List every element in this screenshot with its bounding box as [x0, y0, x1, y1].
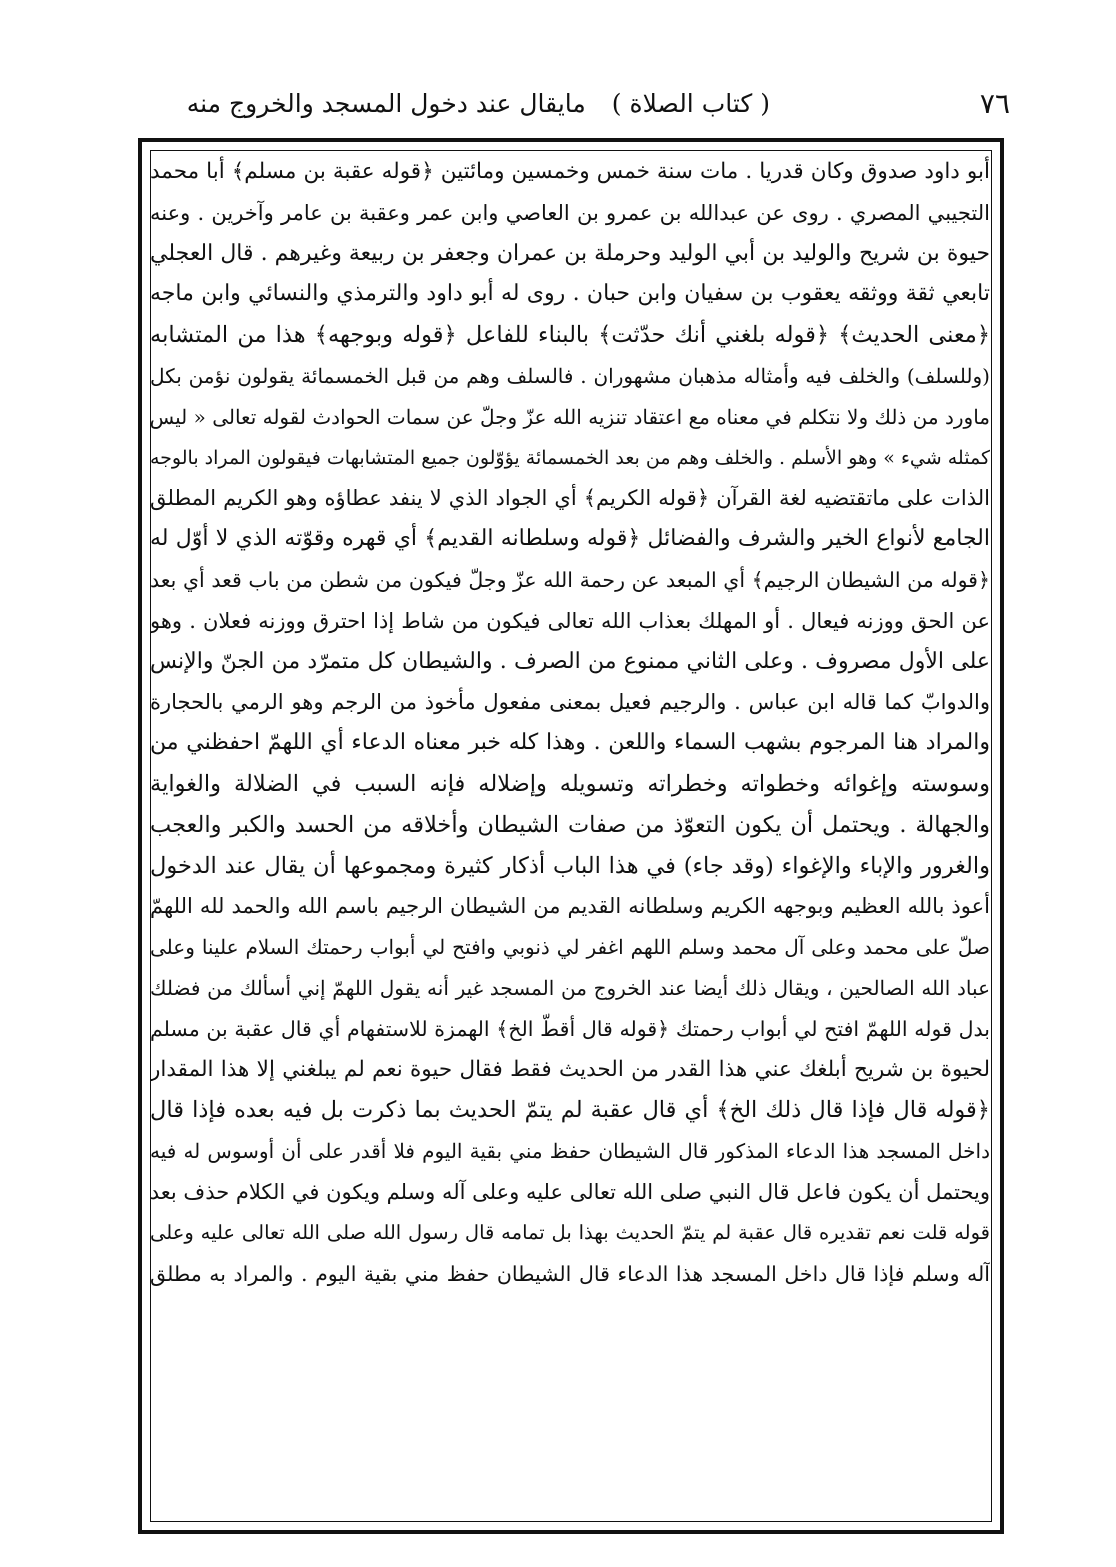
text-line: (وللسلف) والخلف فيه وأمثاله مذهبان مشهوران . فالسلف وهم من قبل الخمسمائة يقولون نؤمن بكل [150, 363, 990, 388]
commentary-text [150, 152, 990, 1294]
running-head [187, 80, 770, 128]
text-line: لحيوة بن شريح أبلغك عني هذا القدر من الحديث فقط فقال حيوة نعم لم يبلغني إلا هذا المقدار [150, 1056, 990, 1082]
text-line: حيوة بن شريح والوليد بن أبي الوليد وحرملة بن عمران وجعفر بن ربيعة وغيرهم . قال العجلي [150, 240, 990, 266]
text-line: أعوذ بالله العظيم وبوجهه الكريم وسلطانه القديم من الشيطان الرجيم باسم الله والحمد لله اللهمّ [150, 894, 990, 919]
book-title: ( كتاب الصلاة ) [611, 89, 770, 118]
text-line: ويحتمل أن يكون فاعل قال النبي صلى الله تعالى عليه وعلى آله وسلم ويكون في الكلام حذف بعد [150, 1179, 990, 1204]
text-line: ﴿قوله من الشيطان الرجيم﴾ أي المبعد عن رحمة الله عزّ وجلّ فيكون من شطن من باب قعد أي بعد [150, 567, 990, 592]
text-line: الجامع لأنواع الخير والشرف والفضائل ﴿قوله وسلطانه القديم﴾ أي قهره وقوّته الذي لا أوّل له [150, 526, 990, 552]
text-line: آله وسلم فإذا قال داخل المسجد هذا الدعاء قال الشيطان حفظ مني بقية اليوم . والمراد به مطلق [150, 1261, 990, 1286]
text-line: ماورد من ذلك ولا نتكلم في معناه مع اعتقاد تنزيه الله عزّ وجلّ عن سمات الحوادث لقوله تعالى « ليس [150, 404, 990, 429]
text-line: أبو داود صدوق وكان قدريا . مات سنة خمس وخمسين ومائتين ﴿قوله عقبة بن مسلم﴾ أبا محمد [150, 159, 990, 184]
page-header [140, 80, 1010, 128]
text-line: والدوابّ كما قاله ابن عباس . والرجيم فعيل بمعنى مفعول مأخوذ من الرجم وهو الرمي بالحجارة [150, 690, 990, 715]
text-line: والجهالة . ويحتمل أن يكون التعوّذ من صفات الشيطان وأخلاقه من الحسد والكبر والعجب [150, 811, 990, 838]
text-line: والغرور والإباء والإغواء (وقد جاء) في هذا الباب أذكار كثيرة ومجموعها أن يقال عند الدخول [150, 852, 990, 879]
text-line: عباد الله الصالحين ، ويقال ذلك أيضا عند الخروج من المسجد غير أنه يقول اللهمّ إني أسألك من فضلك [150, 975, 990, 1000]
text-line: قوله قلت نعم تقديره قال عقبة لم يتمّ الحديث بهذا بل تمامه قال رسول الله صلى الله تعالى عليه وعلى [150, 1220, 990, 1244]
text-line: بدل قوله اللهمّ افتح لي أبواب رحمتك ﴿قوله قال أقطّ الخ﴾ الهمزة للاستفهام أي قال عقبة بن مسلم [150, 1016, 990, 1041]
page-number: ٧٦ [979, 87, 1010, 120]
text-line: الذات على ماتقتضيه لغة القرآن ﴿قوله الكريم﴾ أي الجواد الذي لا ينفد عطاؤه وهو الكريم المطلق [150, 486, 990, 511]
text-line: صلّ على محمد وعلى آل محمد وسلم اللهم اغفر لي ذنوبي وافتح لي أبواب رحمتك السلام علينا وعلى [150, 935, 990, 960]
text-line: داخل المسجد هذا الدعاء المذكور قال الشيطان حفظ مني بقية اليوم فلا أقدر على أن أوسوس له فيه [150, 1139, 990, 1164]
text-line: ﴿معنى الحديث﴾ ﴿قوله بلغني أنك حدّثت﴾ بالبناء للفاعل ﴿قوله وبوجهه﴾ هذا من المتشابه [150, 322, 990, 349]
text-line: وسوسته وإغوائه وخطواته وخطراته وتسويله وإضلاله فإنه السبب في الضلالة والغواية [150, 770, 990, 797]
text-line: كمثله شيء » وهو الأسلم . والخلف وهم من بعد الخمسمائة يؤوّلون جميع المتشابهات فيقولون المراد بالوجه [150, 446, 990, 469]
text-line: عن الحق ووزنه فيعال . أو المهلك بعذاب الله تعالى فيكون من شاط إذا احترق ووزنه فعلان . وهو [150, 608, 990, 633]
text-line: والمراد هنا المرجوم بشهب السماء واللعن . وهذا كله خبر معناه الدعاء أي اللهمّ احفظني من [150, 730, 990, 756]
text-line: ﴿قوله قال فإذا قال ذلك الخ﴾ أي قال عقبة لم يتمّ الحديث بما ذكرت بل فيه بعده فإذا قال [150, 1097, 990, 1124]
chapter-title: مايقال عند دخول المسجد والخروج منه [186, 89, 586, 118]
text-line: التجيبي المصري . روى عن عبدالله بن عمرو بن العاصي وابن عمر وعقبة بن عامر وآخرين . وعنه [150, 200, 990, 225]
text-line: تابعي ثقة ووثقه يعقوب بن سفيان وابن حبان . روى له أبو داود والترمذي والنسائي وابن ماجه [150, 281, 990, 307]
text-line: على الأول مصروف . وعلى الثاني ممنوع من الصرف . والشيطان كل متمرّد من الجنّ والإنس [150, 648, 990, 674]
